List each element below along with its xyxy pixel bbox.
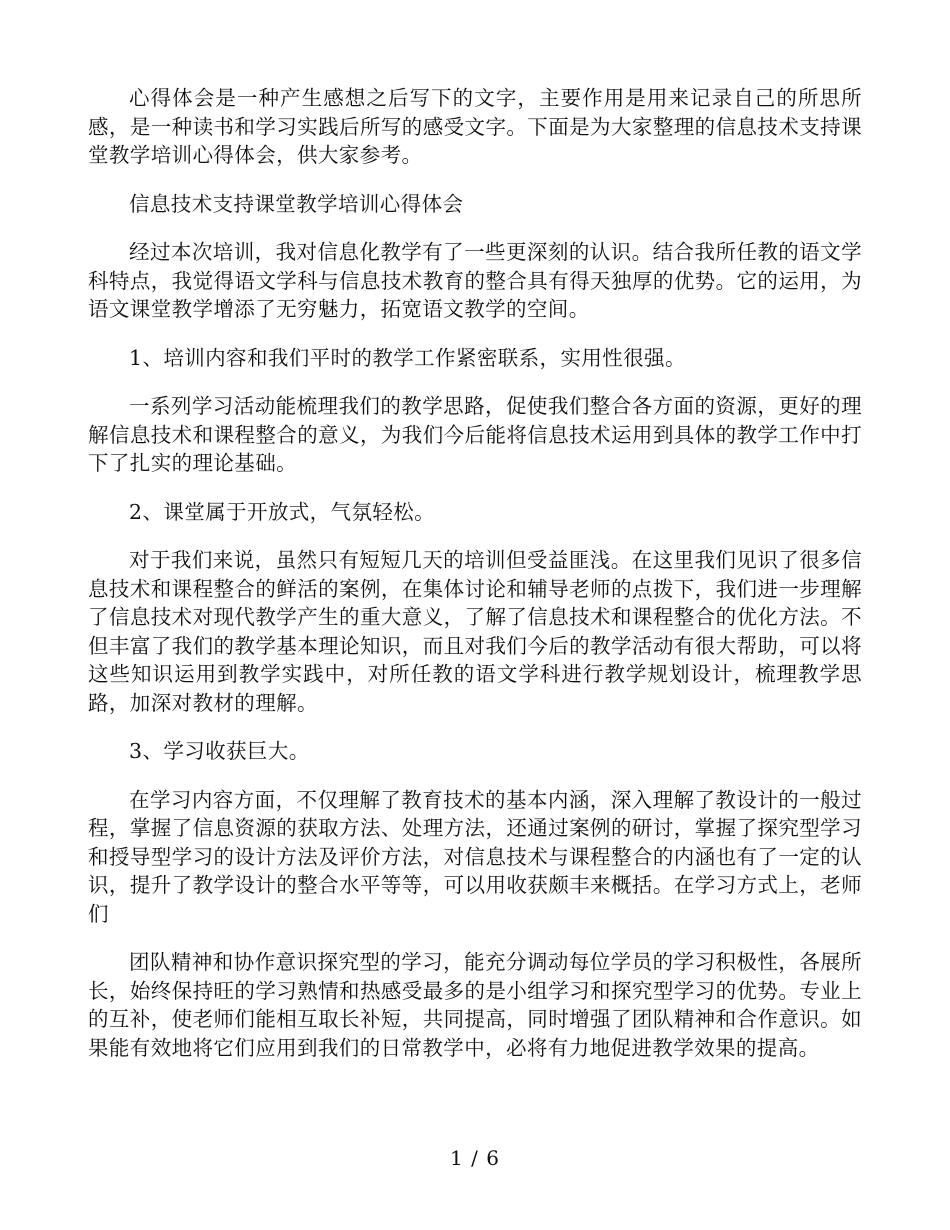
- page-indicator: 1 / 6: [450, 1146, 500, 1170]
- section-heading-3: 3、学习收获巨大。: [129, 739, 310, 763]
- body-paragraph: 经过本次培训，我对信息化教学有了一些更深刻的认识。结合我所任教的语文学科特点，我觉得语文学科与信息技术教育的整合具有得天独厚的优势。它的运用，为语文课堂教学增添了无穷魅力，拓宽语文教学的空间。: [88, 240, 862, 321]
- body-paragraph: 团队精神和协作意识探究型的学习，能充分调动每位学员的学习积极性，各展所长，始终保持旺的学习熟情和热感受最多的是小组学习和探究型学习的优势。专业上的互补，使老师们能相互取长补短，共同提高，同时增强了团队精神和合作意识。如果能有效地将它们应用到我们的日常教学中，必将有力地促进教学效果的提高。: [88, 950, 862, 1060]
- intro-paragraph: 心得体会是一种产生感想之后写下的文字，主要作用是用来记录自己的所思所感，是一种读书和学习实践后所写的感受文字。下面是为大家整理的信息技术支持课堂教学培训心得体会，供大家参考。: [88, 86, 862, 167]
- body-paragraph: 一系列学习活动能梳理我们的教学思路，促使我们整合各方面的资源，更好的理解信息技术和课程整合的意义，为我们今后能将信息技术运用到具体的教学工作中打下了扎实的理论基础。: [88, 394, 862, 475]
- body-paragraph: 在学习内容方面，不仅理解了教育技术的基本内涵，深入理解了教设计的一般过程，掌握了信息资源的获取方法、处理方法，还通过案例的研讨，掌握了探究型学习和授导型学习的设计方法及评价方法，对信息技术与课程整合的内涵也有了一定的认识，提升了教学设计的整合水平等等，可以用收获颇丰来概括。在学习方式上，老师们: [88, 787, 862, 926]
- section-heading-2: 2、课堂属于开放式，气氛轻松。: [129, 499, 436, 524]
- section-heading-1: 1、培训内容和我们平时的教学工作紧密联系，实用性很强。: [129, 345, 686, 370]
- body-paragraph: 对于我们来说，虽然只有短短几天的培训但受益匪浅。在这里我们见识了很多信息技术和课程整合的鲜活的案例，在集体讨论和辅导老师的点拨下，我们进一步理解了信息技术对现代教学产生的重大意义，了解了信息技术和课程整合的优化方法。不但丰富了我们的教学基本理论知识，而且对我们今后的教学活动有很大帮助，可以将这些知识运用到教学实践中，对所任教的语文学科进行教学规划设计，梳理教学思路，加深对教材的理解。: [88, 548, 862, 715]
- document-title: 信息技术支持课堂教学培训心得体会: [129, 191, 464, 216]
- document-body: [88, 84, 862, 1082]
